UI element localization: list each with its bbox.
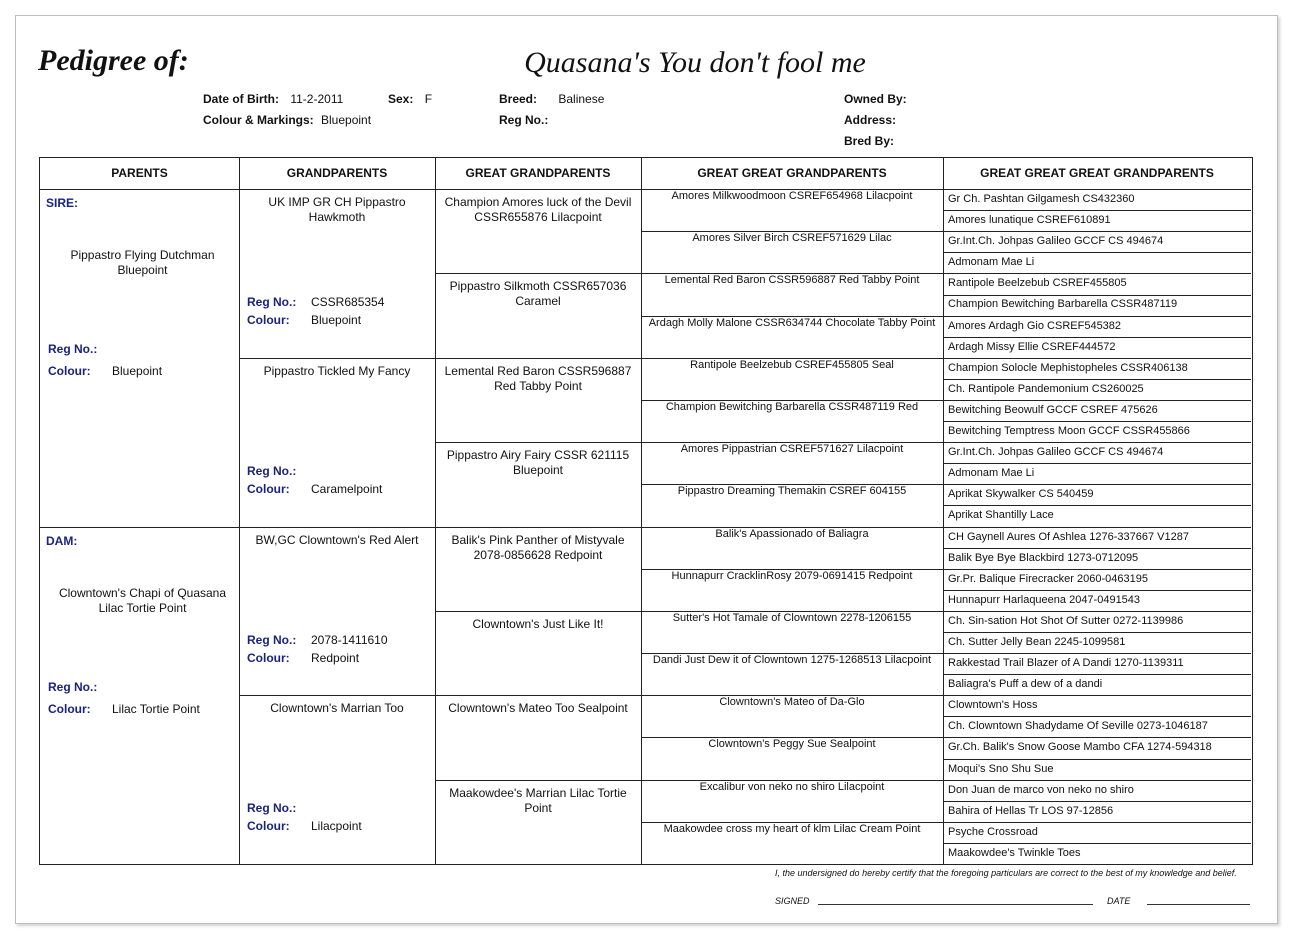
row-divider	[435, 358, 641, 359]
parent-name: Pippastro Flying Dutchman Bluepoint	[70, 248, 215, 277]
great-great-great-grandparent-name: Rantipole Beelzebub CSREF455805	[948, 277, 1127, 290]
pedigree-table	[39, 157, 1253, 865]
great-great-grandparent-name: Amores Pippastrian CSREF571627 Lilacpoint	[680, 443, 904, 456]
grandparent-colour-value: Bluepoint	[311, 313, 362, 327]
breed-row	[499, 92, 604, 106]
great-grandparent-name: Maakowdee's Marrian Lilac Tortie Point	[449, 785, 627, 815]
grandparent-name: UK IMP GR CH Pippastro Hawkmoth	[268, 195, 406, 224]
breed-label: Breed:	[499, 92, 538, 106]
row-divider	[239, 527, 435, 528]
column-header: GREAT GRANDPARENTS	[465, 166, 611, 180]
row-divider	[943, 527, 1251, 528]
grandparent-name: BW,GC Clowntown's Red Alert	[255, 532, 419, 547]
grandparent-reg-value: CSSR685354	[311, 295, 385, 309]
parent-reg-label: Reg No.:	[48, 679, 98, 694]
great-grandparent-name: Pippastro Airy Fairy CSSR 621115 Bluepoint	[446, 448, 630, 478]
row-divider	[435, 527, 641, 528]
great-great-great-grandparent-name: Clowntown's Hoss	[948, 699, 1038, 712]
row-divider	[435, 273, 641, 274]
great-great-great-grandparent-name: Admonam Mae Li	[948, 256, 1035, 269]
row-divider	[943, 632, 1251, 633]
row-divider	[943, 484, 1251, 485]
row-divider	[943, 716, 1251, 717]
bred-by-row	[844, 134, 894, 148]
row-divider	[943, 463, 1251, 464]
parent-reg-label: Reg No.:	[48, 342, 98, 356]
great-great-great-grandparent-name: Gr.Int.Ch. Johpas Galileo GCCF CS 494674	[948, 446, 1164, 459]
great-grandparent-name: Lemental Red Baron CSSR596887 Red Tabby Point	[444, 363, 632, 393]
great-great-grandparent-name: Excalibur von neko no shiro Lilacpoint	[699, 780, 885, 793]
great-great-grandparent-name: Champion Bewitching Barbarella CSSR487119 Red	[665, 400, 919, 413]
row-divider	[943, 695, 1251, 696]
row-divider	[943, 822, 1251, 823]
cat-name: Quasana's You don't fool me	[524, 46, 866, 79]
breed-value: Balinese	[558, 92, 605, 106]
grandparent-reg-label: Reg No.:	[247, 632, 297, 647]
row-divider	[943, 780, 1251, 781]
great-great-grandparent-name: Pippastro Dreaming Themakin CSREF 604155	[677, 485, 907, 498]
row-divider	[943, 505, 1251, 506]
sex-row	[388, 92, 432, 106]
great-great-great-grandparent-name: Aprikat Shantilly Lace	[948, 509, 1054, 522]
row-divider	[943, 653, 1251, 654]
row-divider	[943, 421, 1251, 422]
great-great-great-grandparent-name: Baliagra's Puff a dew of a dandi	[948, 678, 1103, 691]
grandparent-colour-value: Caramelpoint	[311, 481, 383, 496]
row-divider	[435, 695, 641, 696]
dob-label: Date of Birth:	[203, 92, 279, 106]
dam-label: DAM:	[46, 533, 78, 548]
great-great-great-grandparent-name: Amores Ardagh Gio CSREF545382	[948, 319, 1122, 332]
great-great-great-grandparent-name: Gr Ch. Pashtan Gilgamesh CS432360	[948, 193, 1135, 205]
great-great-great-grandparent-name: Psyche Crossroad	[948, 825, 1038, 838]
row-divider	[943, 273, 1251, 274]
colour-markings-label: Colour & Markings:	[203, 113, 314, 127]
great-great-great-grandparent-name: CH Gaynell Aures Of Ashlea 1276-337667 V1287	[948, 530, 1189, 543]
great-great-great-grandparent-name: Ardagh Missy Ellie CSREF444572	[948, 340, 1116, 353]
row-divider	[943, 590, 1251, 591]
row-divider	[943, 316, 1251, 317]
pedigree-title-label: Pedigree of:	[38, 44, 189, 77]
owned-by-label: Owned By:	[844, 92, 907, 106]
grandparent-colour-value: Lilacpoint	[311, 819, 362, 834]
sire-label: SIRE:	[46, 196, 79, 210]
great-great-great-grandparent-name: Balik Bye Bye Blackbird 1273-0712095	[948, 551, 1139, 564]
great-great-great-grandparent-name: Ch. Rantipole Pandemonium CS260025	[948, 382, 1144, 395]
great-great-great-grandparent-name: Ch. Sutter Jelly Bean 2245-1099581	[948, 635, 1126, 648]
sex-label: Sex:	[388, 92, 414, 106]
owned-by-row	[844, 92, 907, 106]
row-divider	[943, 674, 1251, 675]
great-great-great-grandparent-name: Aprikat Skywalker CS 540459	[948, 488, 1094, 501]
grandparent-colour-label: Colour:	[247, 819, 290, 834]
row-divider	[943, 442, 1251, 443]
row-divider	[943, 801, 1251, 802]
dob-row	[203, 92, 343, 106]
row-divider	[943, 400, 1251, 401]
grandparent-reg-label: Reg No.:	[247, 801, 297, 816]
great-great-grandparent-name: Maakowdee cross my heart of klm Lilac Cream Point	[663, 822, 921, 835]
great-great-grandparent-name: Rantipole Beelzebub CSREF455805 Seal	[690, 358, 894, 371]
row-divider	[943, 611, 1251, 612]
great-great-great-grandparent-name: Gr.Int.Ch. Johpas Galileo GCCF CS 494674	[948, 235, 1164, 248]
column-header: GREAT GREAT GREAT GRANDPARENTS	[980, 166, 1214, 180]
great-great-grandparent-name: Lemental Red Baron CSSR596887 Red Tabby Point	[664, 274, 920, 287]
grandparent-colour-label: Colour:	[247, 313, 290, 327]
dob-value: 11-2-2011	[290, 92, 344, 106]
great-great-grandparent-name: Amores Silver Birch CSREF571629 Lilac	[692, 232, 892, 245]
grandparent-name: Clowntown's Marrian Too	[270, 701, 404, 716]
colour-markings-value: Bluepoint	[321, 113, 372, 127]
row-divider	[943, 252, 1251, 253]
great-great-great-grandparent-name: Gr.Pr. Balique Firecracker 2060-0463195	[948, 572, 1148, 585]
column-header: GREAT GREAT GRANDPARENTS	[697, 166, 887, 180]
date-line[interactable]	[1147, 904, 1250, 905]
great-great-great-grandparent-name: Champion Bewitching Barbarella CSSR487119	[948, 298, 1178, 311]
great-grandparent-name: Pippastro Silkmoth CSSR657036 Caramel	[449, 279, 627, 309]
column-header: PARENTS	[111, 166, 168, 180]
address-row	[844, 113, 896, 127]
reg-no-label: Reg No.:	[499, 113, 549, 127]
great-great-grandparent-name: Clowntown's Mateo of Da-Glo	[719, 696, 865, 709]
row-divider	[943, 231, 1251, 232]
great-great-great-grandparent-name: Bewitching Beowulf GCCF CSREF 475626	[948, 403, 1158, 416]
row-divider	[943, 737, 1251, 738]
row-divider	[435, 611, 641, 612]
row-divider	[943, 358, 1251, 359]
great-great-grandparent-name: Ardagh Molly Malone CSSR634744 Chocolate Tabby Point	[648, 316, 936, 329]
row-divider	[435, 780, 641, 781]
bred-by-label: Bred By:	[844, 134, 895, 148]
great-great-great-grandparent-name: Don Juan de marco von neko no shiro	[948, 783, 1134, 796]
great-great-great-grandparent-name: Rakkestad Trail Blazer of A Dandi 1270-1139311	[948, 657, 1184, 670]
great-great-grandparent-name: Amores Milkwoodmoon CSREF654968 Lilacpoint	[671, 190, 913, 202]
great-great-great-grandparent-name: Amores lunatique CSREF610891	[948, 214, 1111, 227]
grandparent-name: Pippastro Tickled My Fancy	[263, 363, 411, 378]
great-grandparent-name: Clowntown's Mateo Too Sealpoint	[448, 701, 628, 716]
grandparent-reg-label: Reg No.:	[247, 295, 297, 309]
reg-row	[499, 113, 548, 127]
great-great-great-grandparent-name: Bewitching Temptress Moon GCCF CSSR455866	[948, 425, 1190, 438]
row-divider	[435, 442, 641, 443]
great-great-great-grandparent-name: Moqui's Sno Shu Sue	[948, 762, 1054, 775]
parent-colour-label: Colour:	[48, 701, 91, 716]
row-divider	[239, 695, 435, 696]
row-divider	[40, 527, 239, 528]
column-header: GRANDPARENTS	[286, 166, 388, 180]
great-great-great-grandparent-name: Maakowdee's Twinkle Toes	[948, 846, 1081, 859]
great-great-grandparent-name: Balik's Apassionado of Baliagra	[715, 527, 869, 540]
grandparent-colour-label: Colour:	[247, 481, 290, 496]
great-great-great-grandparent-name: Ch. Clowntown Shadydame Of Seville 0273-1046187	[948, 720, 1208, 733]
parent-colour-value: Lilac Tortie Point	[112, 701, 200, 716]
great-great-great-grandparent-name: Admonam Mae Li	[948, 467, 1035, 480]
row-divider	[943, 337, 1251, 338]
certification-text: I, the undersigned do hereby certify that the foregoing particulars are correct to the best of my knowledge and belief.	[775, 868, 1237, 878]
row-divider	[239, 358, 435, 359]
parent-colour-label: Colour:	[48, 364, 91, 378]
column-divider	[435, 158, 436, 864]
great-great-grandparent-name: Dandi Just Dew it of Clowntown 1275-1268513 Lilacpoint	[652, 654, 932, 667]
parent-name: Clowntown's Chapi of Quasana Lilac Tortie Point	[58, 585, 227, 615]
row-divider	[943, 379, 1251, 380]
grandparent-colour-label: Colour:	[247, 650, 290, 665]
row-divider	[943, 548, 1251, 549]
great-great-grandparent-name: Hunnapurr CracklinRosy 2079-0691415 Redpoint	[671, 569, 913, 582]
grandparent-reg-value: 2078-1411610	[311, 632, 388, 647]
signature-line[interactable]	[818, 904, 1093, 905]
row-divider	[943, 295, 1251, 296]
parent-colour-value: Bluepoint	[112, 364, 163, 378]
great-grandparent-name: Champion Amores luck of the Devil CSSR655876 Lilacpoint	[444, 195, 632, 224]
grandparent-colour-value: Redpoint	[311, 650, 360, 665]
address-label: Address:	[844, 113, 897, 127]
row-divider	[943, 843, 1251, 844]
date-label: DATE	[1107, 896, 1131, 906]
great-great-great-grandparent-name: Champion Solocle Mephistopheles CSSR406138	[948, 361, 1188, 374]
great-great-great-grandparent-name: Ch. Sin-sation Hot Shot Of Sutter 0272-1139986	[948, 614, 1184, 627]
row-divider	[943, 210, 1251, 211]
great-great-great-grandparent-name: Bahira of Hellas Tr LOS 97-12856	[948, 804, 1114, 817]
grandparent-reg-label: Reg No.:	[247, 463, 297, 478]
great-great-grandparent-name: Sutter's Hot Tamale of Clowntown 2278-1206155	[672, 611, 912, 624]
great-great-great-grandparent-name: Gr.Ch. Balik's Snow Goose Mambo CFA 1274-594318	[948, 741, 1212, 754]
column-divider	[641, 158, 642, 864]
row-divider	[943, 759, 1251, 760]
column-divider	[239, 158, 240, 864]
great-grandparent-name: Balik's Pink Panther of Mistyvale 2078-0856628 Redpoint	[451, 532, 625, 562]
colour-row	[203, 113, 371, 127]
great-great-grandparent-name: Clowntown's Peggy Sue Sealpoint	[708, 738, 876, 751]
great-grandparent-name: Clowntown's Just Like It!	[472, 616, 604, 631]
signed-label: SIGNED	[775, 896, 810, 906]
sex-value: F	[424, 92, 433, 106]
great-great-great-grandparent-name: Hunnapurr Harlaqueena 2047-0491543	[948, 593, 1141, 606]
row-divider	[943, 569, 1251, 570]
